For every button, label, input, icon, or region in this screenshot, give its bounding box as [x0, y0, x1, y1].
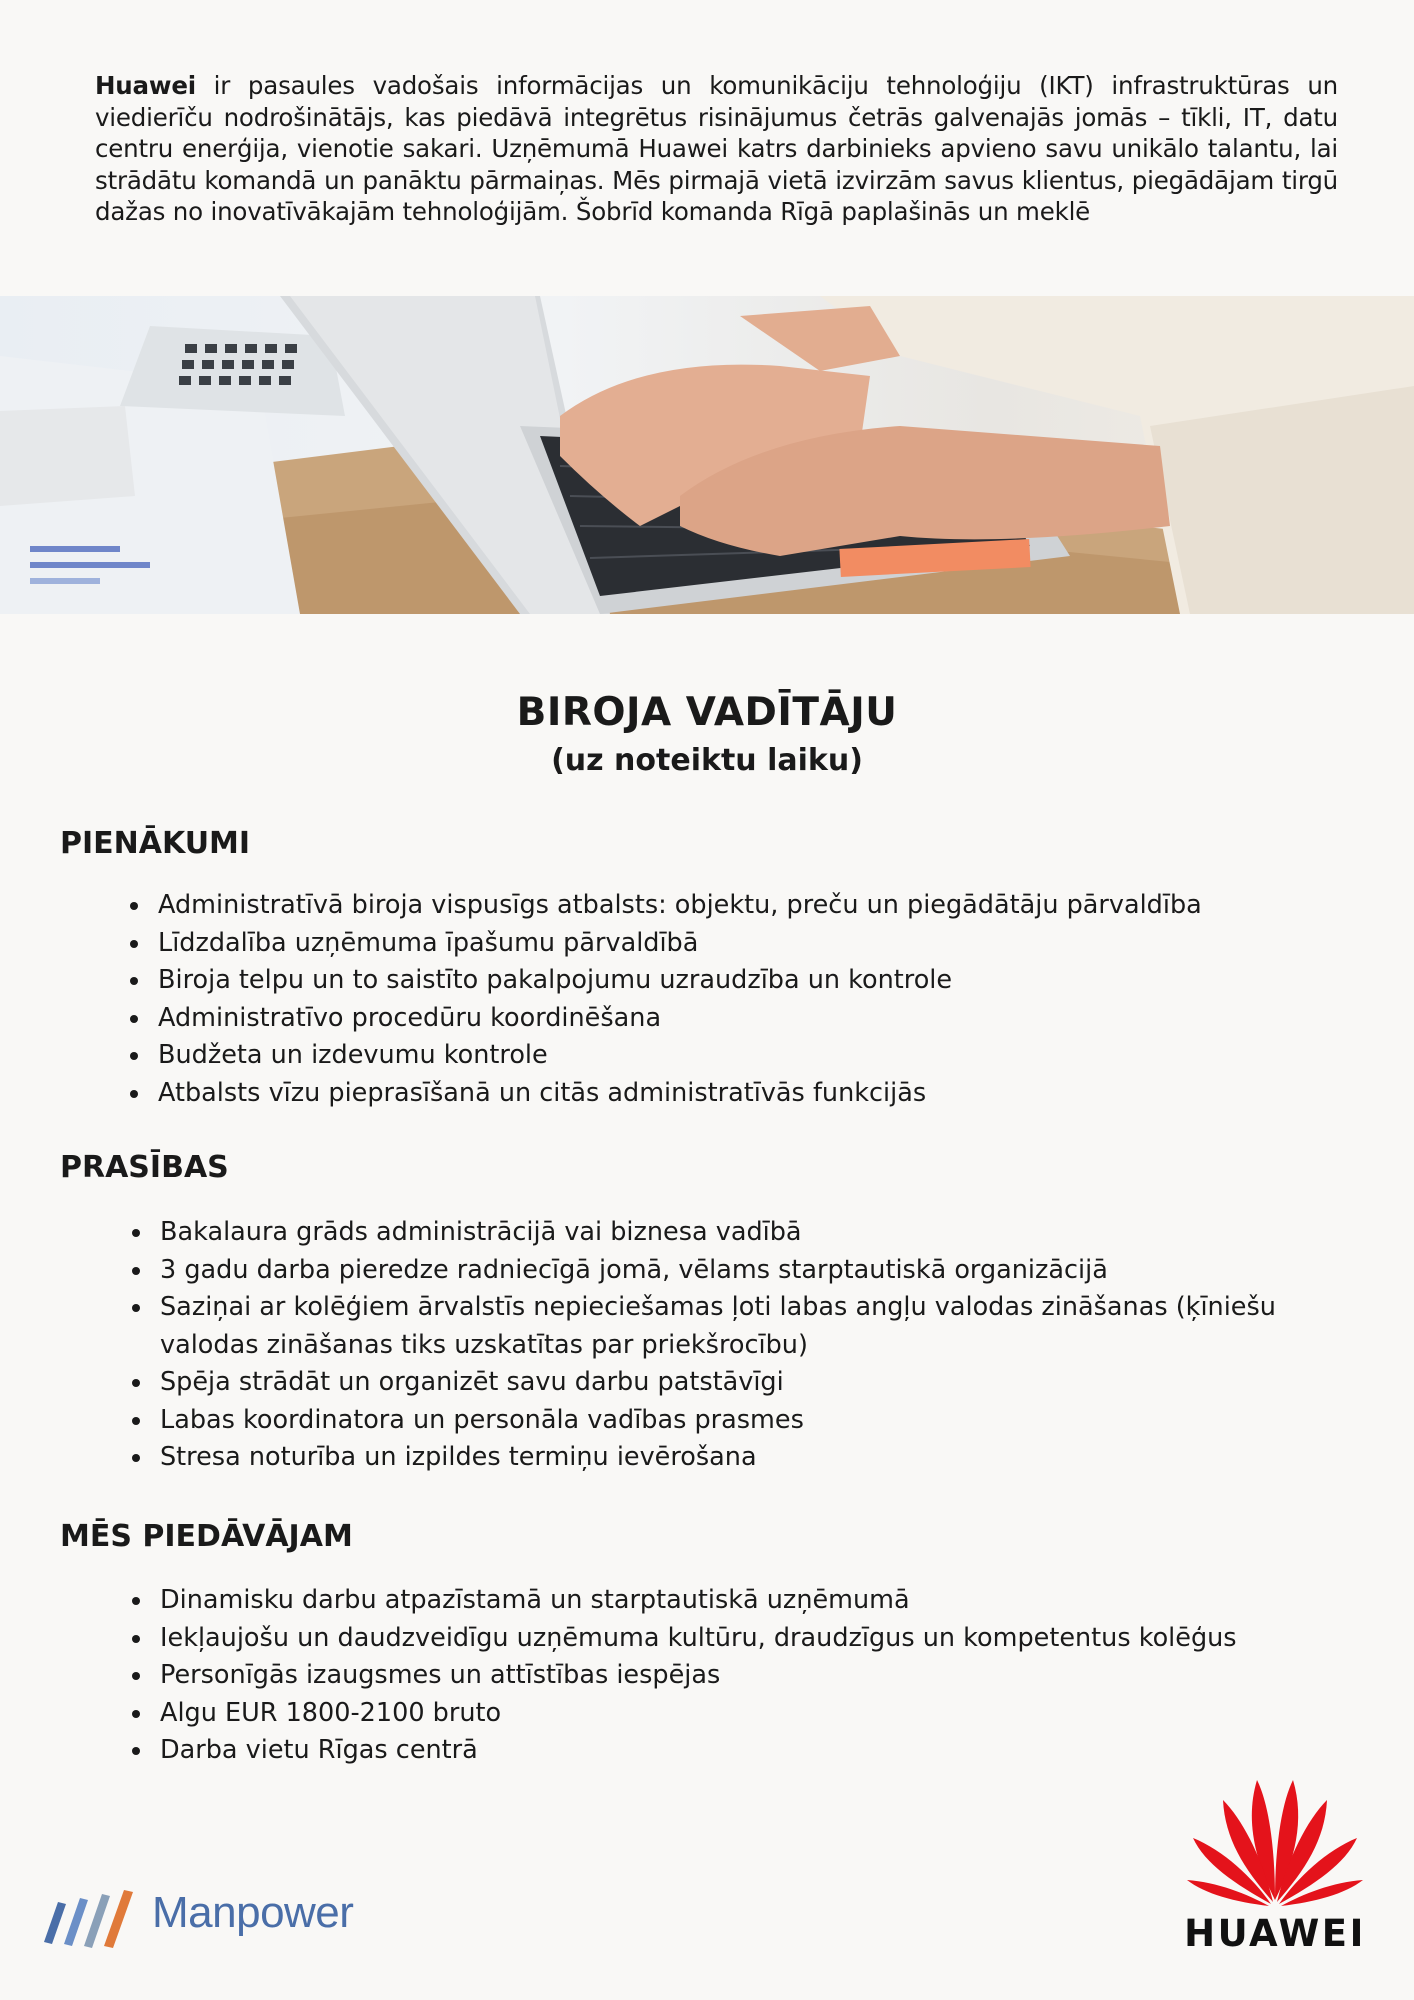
list-item: Dinamisku darbu atpazīstamā un starptautiskā uzņēmumā	[160, 1582, 1390, 1620]
list-item: Saziņai ar kolēģiem ārvalstīs nepieciešamas ļoti labas angļu valodas zināšanas (ķīniešu valodas zināšanas tiks uzskatītas par priekšrocību)	[160, 1289, 1340, 1364]
duties-heading: PIENĀKUMI	[60, 826, 251, 861]
manpower-wordmark: Manpower	[152, 1888, 354, 1937]
offer-heading: MĒS PIEDĀVĀJAM	[60, 1519, 353, 1554]
hero-photo	[0, 296, 1414, 614]
intro-brand: Huawei	[95, 71, 196, 100]
intro-text: ir pasaules vadošais informācijas un komunikāciju tehnoloģiju (IKT) infrastruktūras un viedierīču nodrošinātājs, kas piedāvā integrētus risinājumus četrās galvenajās jomās – tīkli, IT, datu centru enerģija, vienotie sakari. Uzņēmumā Huawei katrs darbinieks apvieno savu unikālo talantu, lai strādātu komandā un panāktu pārmaiņas. Mēs pirmajā vietā izvirzām savus klientus, piegādājam tirgū dažas no inovatīvākajām tehnoloģijām. Šobrīd komanda Rīgā paplašinās un meklē	[95, 71, 1338, 226]
list-item: Administratīvā biroja vispusīgs atbalsts: objektu, preču un piegādātāju pārvaldība	[158, 887, 1388, 925]
list-item: Biroja telpu un to saistīto pakalpojumu uzraudzība un kontrole	[158, 962, 1388, 1000]
list-item: 3 gadu darba pieredze radniecīgā jomā, vēlams starptautiskā organizācijā	[160, 1252, 1340, 1290]
list-item: Budžeta un izdevumu kontrole	[158, 1037, 1388, 1075]
list-item: Atbalsts vīzu pieprasīšanā un citās administratīvās funkcijās	[158, 1075, 1388, 1113]
huawei-petals-icon	[1175, 1760, 1375, 1910]
list-item: Spēja strādāt un organizēt savu darbu patstāvīgi	[160, 1364, 1340, 1402]
requirements-list	[160, 1214, 1340, 1477]
list-item: Darba vietu Rīgas centrā	[160, 1732, 1390, 1770]
laptop-typing-illustration	[0, 296, 1414, 614]
manpower-logo	[40, 1880, 380, 1952]
job-title: BIROJA VADĪTĀJU	[516, 690, 898, 735]
job-subtitle: (uz noteiktu laiku)	[551, 743, 863, 778]
intro-paragraph	[95, 70, 1338, 228]
list-item: Personīgās izaugsmes un attīstības iespējas	[160, 1657, 1390, 1695]
huawei-wordmark: HUAWEI	[1184, 1912, 1366, 1955]
list-item: Iekļaujošu un daudzveidīgu uzņēmuma kultūru, draudzīgus un kompetentus kolēģus	[160, 1620, 1390, 1658]
manpower-stripes-icon	[40, 1880, 150, 1952]
list-item: Līdzdalība uzņēmuma īpašumu pārvaldībā	[158, 925, 1388, 963]
list-item: Administratīvo procedūru koordinēšana	[158, 1000, 1388, 1038]
list-item: Labas koordinatora un personāla vadības prasmes	[160, 1402, 1340, 1440]
duties-list	[158, 887, 1388, 1112]
list-item: Bakalaura grāds administrācijā vai biznesa vadībā	[160, 1214, 1340, 1252]
huawei-logo	[1175, 1760, 1375, 1960]
list-item: Algu EUR 1800-2100 bruto	[160, 1695, 1390, 1733]
requirements-heading: PRASĪBAS	[60, 1150, 229, 1185]
offer-list	[160, 1582, 1390, 1770]
list-item: Stresa noturība un izpildes termiņu ievērošana	[160, 1439, 1340, 1477]
